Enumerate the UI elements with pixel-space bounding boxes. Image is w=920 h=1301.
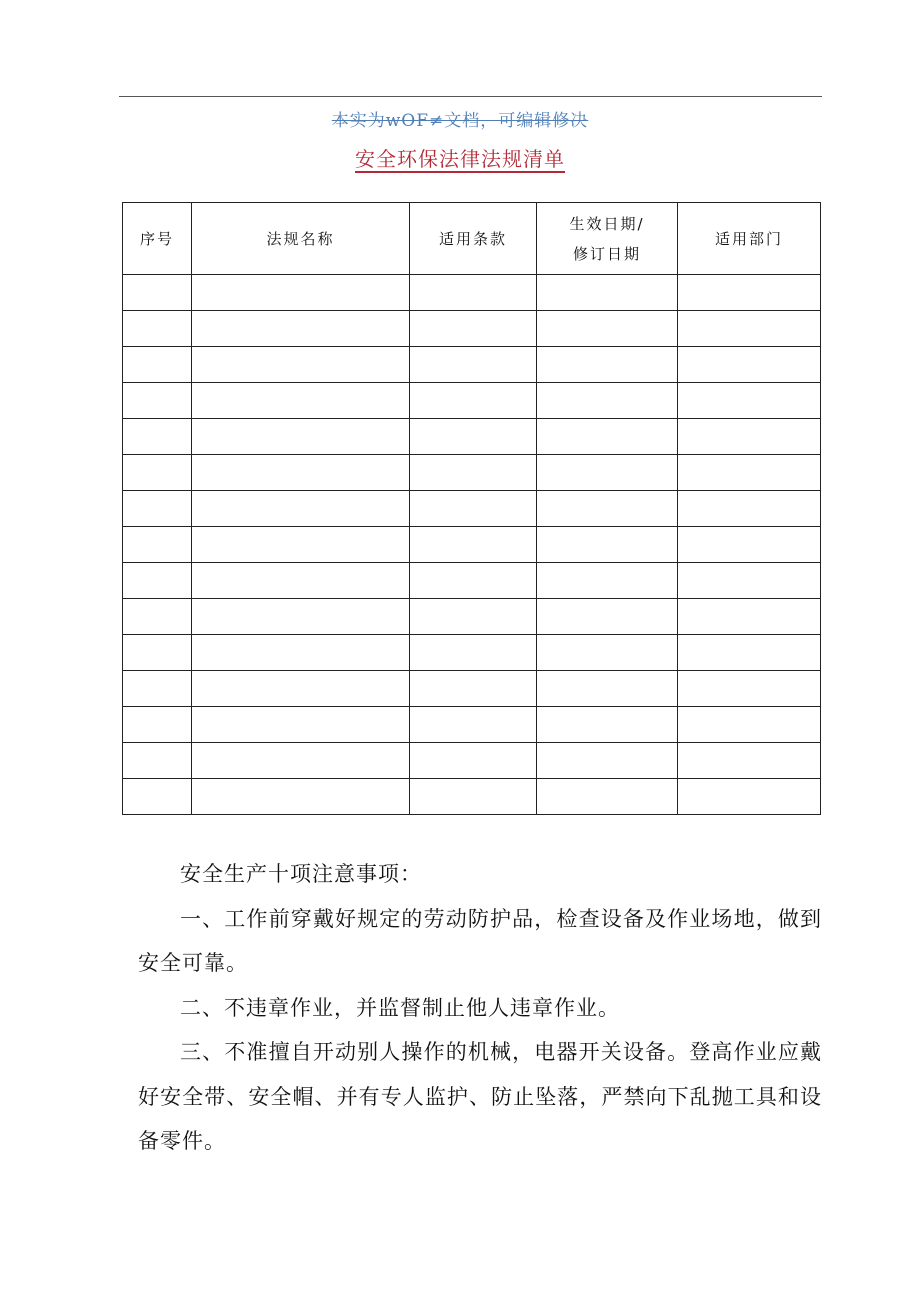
notes-item-3: 三、不准擅自开动别人操作的机械，电器开关设备。登高作业应戴好安全带、安全帽、并有专人监护、防止坠落，严禁向下乱抛工具和设备零件。	[138, 1040, 822, 1153]
table-row	[123, 599, 821, 635]
table-cell[interactable]	[537, 599, 678, 635]
table-cell[interactable]	[678, 527, 821, 563]
table-cell[interactable]	[410, 347, 537, 383]
table-cell[interactable]	[123, 275, 192, 311]
table-cell[interactable]	[678, 275, 821, 311]
table-cell[interactable]	[123, 527, 192, 563]
table-row	[123, 455, 821, 491]
table-cell[interactable]	[410, 383, 537, 419]
table-cell[interactable]	[537, 455, 678, 491]
table-body	[123, 275, 821, 815]
table-cell[interactable]	[678, 779, 821, 815]
table-cell[interactable]	[123, 491, 192, 527]
table-cell[interactable]	[537, 779, 678, 815]
header-serial-number: 序号	[123, 203, 192, 275]
table-cell[interactable]	[123, 311, 192, 347]
table-cell[interactable]	[678, 707, 821, 743]
notes-heading: 安全生产十项注意事项：	[180, 862, 422, 886]
table-cell[interactable]	[537, 743, 678, 779]
table-cell[interactable]	[123, 635, 192, 671]
table-cell[interactable]	[192, 419, 410, 455]
header-effective-date-line2: 修订日期	[572, 244, 641, 263]
table-cell[interactable]	[410, 671, 537, 707]
table-cell[interactable]	[123, 671, 192, 707]
table-cell[interactable]	[192, 455, 410, 491]
table-row	[123, 311, 821, 347]
header-regulation-name: 法规名称	[192, 203, 410, 275]
table-cell[interactable]	[537, 419, 678, 455]
table-cell[interactable]	[123, 419, 192, 455]
table-cell[interactable]	[192, 563, 410, 599]
table-cell[interactable]	[678, 563, 821, 599]
header-applicable-clause: 适用条款	[410, 203, 537, 275]
table-cell[interactable]	[678, 491, 821, 527]
table-cell[interactable]	[537, 383, 678, 419]
table-row	[123, 563, 821, 599]
table-cell[interactable]	[678, 383, 821, 419]
table-cell[interactable]	[410, 527, 537, 563]
table-row	[123, 635, 821, 671]
table-cell[interactable]	[537, 311, 678, 347]
table-cell[interactable]	[410, 563, 537, 599]
table-header-row	[123, 203, 821, 275]
table-cell[interactable]	[537, 275, 678, 311]
table-cell[interactable]	[123, 599, 192, 635]
header-rule	[119, 96, 822, 97]
table-row	[123, 671, 821, 707]
document-title: 安全环保法律法规清单	[355, 147, 565, 171]
table-row	[123, 527, 821, 563]
table-cell[interactable]	[192, 527, 410, 563]
table-cell[interactable]	[678, 671, 821, 707]
safety-notes	[138, 852, 822, 1164]
table-cell[interactable]	[537, 491, 678, 527]
table-cell[interactable]	[410, 311, 537, 347]
table-cell[interactable]	[123, 743, 192, 779]
header-effective-date-line1: 生效日期/	[569, 214, 645, 233]
table-cell[interactable]	[678, 419, 821, 455]
table-cell[interactable]	[410, 779, 537, 815]
table-cell[interactable]	[123, 779, 192, 815]
table-cell[interactable]	[192, 275, 410, 311]
table-cell[interactable]	[192, 599, 410, 635]
table-row	[123, 347, 821, 383]
table-row	[123, 707, 821, 743]
table-cell[interactable]	[123, 707, 192, 743]
table-row	[123, 419, 821, 455]
table-row	[123, 275, 821, 311]
table-cell[interactable]	[678, 455, 821, 491]
table-cell[interactable]	[123, 563, 192, 599]
table-cell[interactable]	[410, 743, 537, 779]
table-row	[123, 383, 821, 419]
notes-item-2: 二、不违章作业，并监督制止他人违章作业。	[180, 995, 620, 1020]
table-cell[interactable]	[123, 455, 192, 491]
table-cell[interactable]	[678, 311, 821, 347]
table-cell[interactable]	[123, 383, 192, 419]
table-cell[interactable]	[192, 671, 410, 707]
table-cell[interactable]	[192, 779, 410, 815]
table-cell[interactable]	[410, 455, 537, 491]
table-cell[interactable]	[410, 491, 537, 527]
table-cell[interactable]	[537, 563, 678, 599]
table-cell[interactable]	[192, 491, 410, 527]
table-cell[interactable]	[410, 275, 537, 311]
table-row	[123, 743, 821, 779]
table-cell[interactable]	[192, 383, 410, 419]
table-cell[interactable]	[192, 635, 410, 671]
table-cell[interactable]	[537, 707, 678, 743]
table-cell[interactable]	[537, 671, 678, 707]
table-cell[interactable]	[192, 347, 410, 383]
table-cell[interactable]	[537, 635, 678, 671]
table-cell[interactable]	[537, 347, 678, 383]
table-cell[interactable]	[192, 743, 410, 779]
watermark-text: 本实为wOF≠文档，可编辑修决	[331, 111, 589, 131]
table-cell[interactable]	[678, 599, 821, 635]
table-cell[interactable]	[410, 599, 537, 635]
table-row	[123, 779, 821, 815]
table-cell[interactable]	[678, 635, 821, 671]
table-cell[interactable]	[678, 347, 821, 383]
table-cell[interactable]	[192, 707, 410, 743]
header-effective-date	[537, 203, 678, 275]
table-cell[interactable]	[410, 635, 537, 671]
table-row	[123, 491, 821, 527]
table-cell[interactable]	[678, 743, 821, 779]
table-cell[interactable]	[410, 707, 537, 743]
notes-item-1: 一、工作前穿戴好规定的劳动防护品，检查设备及作业场地，做到安全可靠。	[138, 906, 822, 975]
regulation-table	[122, 202, 821, 815]
table-cell[interactable]	[537, 527, 678, 563]
table-cell[interactable]	[192, 311, 410, 347]
table-cell[interactable]	[410, 419, 537, 455]
header-applicable-department: 适用部门	[678, 203, 821, 275]
table-cell[interactable]	[123, 347, 192, 383]
